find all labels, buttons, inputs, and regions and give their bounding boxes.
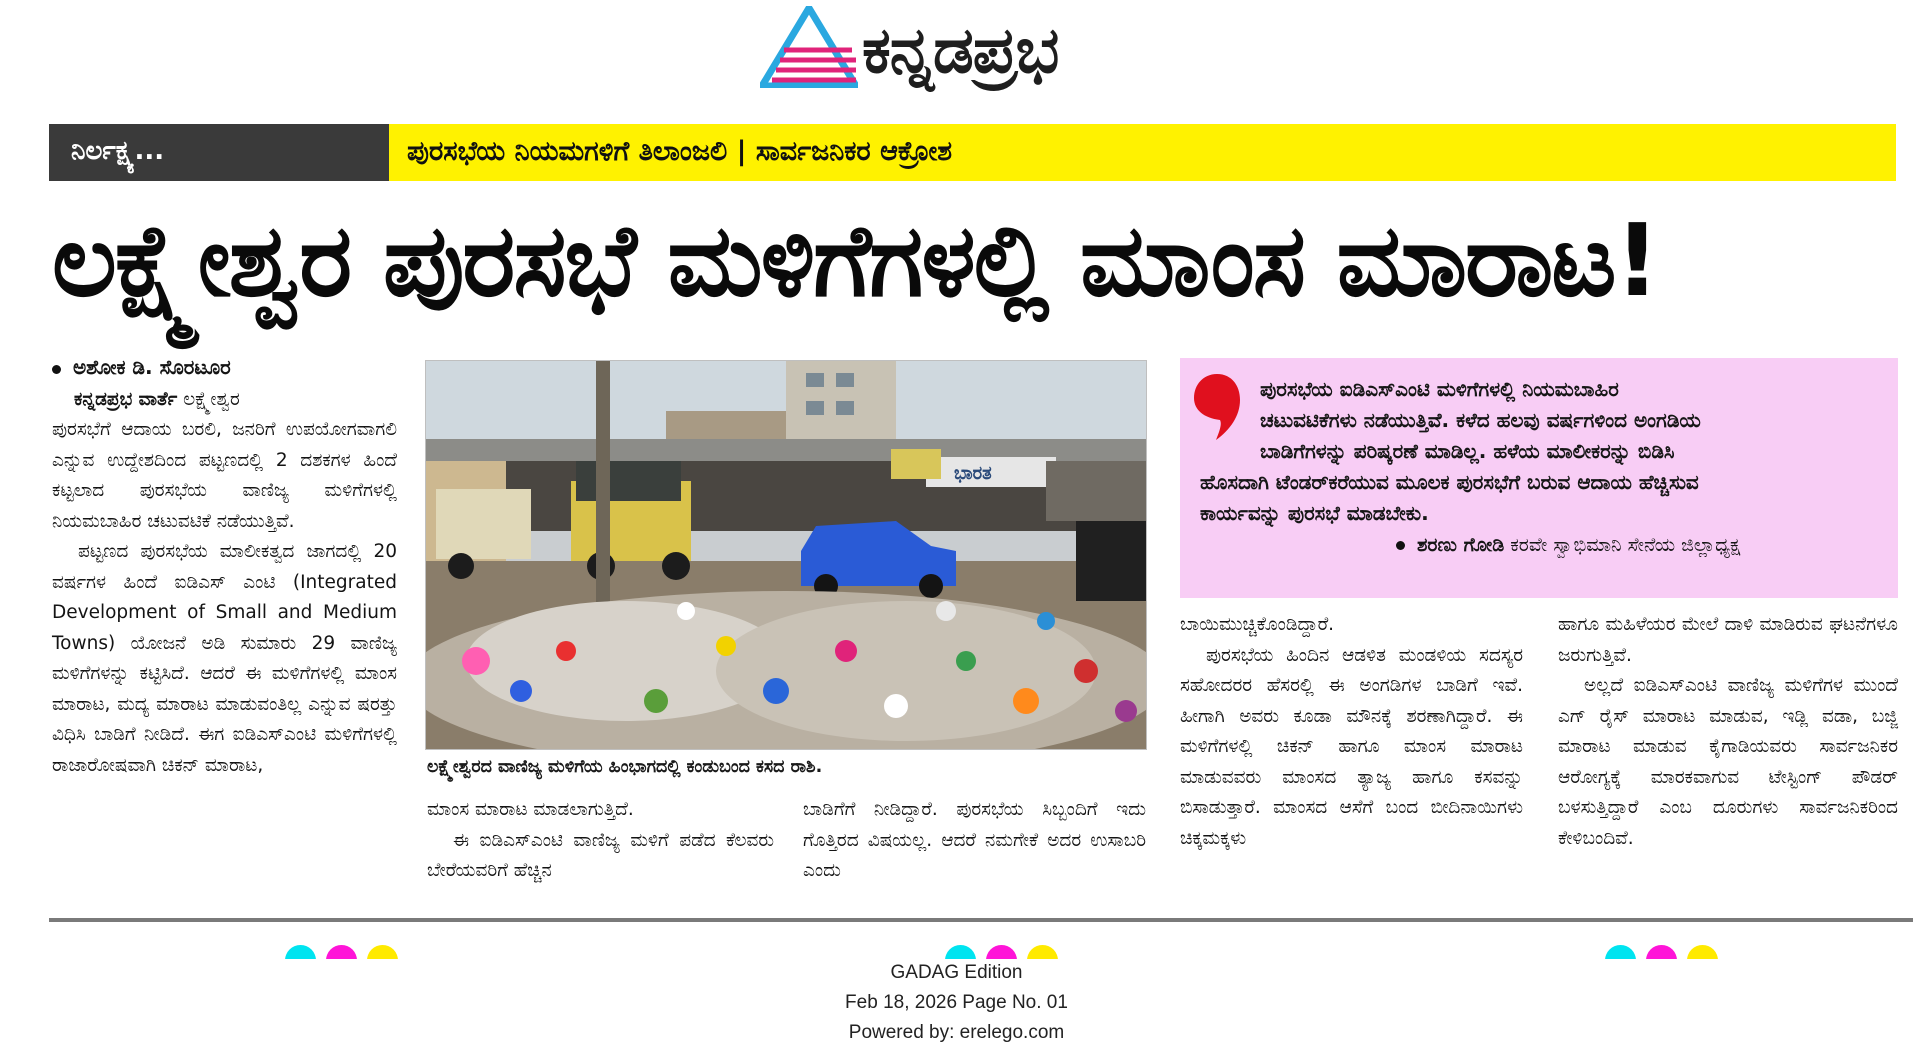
photo-caption: ಲಕ್ಷ್ಮೇಶ್ವರದ ವಾಣಿಜ್ಯ ಮಳಿಗೆಯ ಹಿಂಭಾಗದಲ್ಲಿ ಕಂಡುಬಂದ ಕಸದ ರಾಶಿ. bbox=[427, 757, 823, 777]
kicker-label-box bbox=[49, 124, 389, 181]
article-column-4 bbox=[1180, 610, 1523, 854]
masthead-title: ಕನ್ನಡಪ್ರಭ bbox=[862, 14, 1059, 88]
yellow-dot-icon bbox=[1687, 945, 1718, 959]
date-page-label: Feb 18, 2026 Page No. 01 bbox=[845, 992, 1068, 1013]
masthead bbox=[0, 0, 1913, 105]
article-column-1 bbox=[52, 352, 397, 781]
print-registration-marks bbox=[945, 945, 1105, 959]
print-registration-marks bbox=[285, 945, 445, 959]
article-paragraph: ಪುರಸಭೆಗೆ ಆದಾಯ ಬರಲಿ, ಜನರಿಗೆ ಉಪಯೋಗವಾಗಲಿ ಎನ್ನುವ ಉದ್ದೇಶದಿಂದ ಪಟ್ಟಣದಲ್ಲಿ 2 ದಶಕಗಳ ಹಿಂದೆ ಕಟ್ಟಲಾದ ಪುರಸಭೆಯ ವಾಣಿಜ್ಯ ಮಳಿಗೆಗಳಲ್ಲಿ ನಿಯಮಬಾಹಿರ ಚಟುವಟಿಕೆ ನಡೆಯುತ್ತಿವೆ. bbox=[52, 419, 397, 532]
cyan-dot-icon bbox=[945, 945, 976, 959]
article-column-2 bbox=[427, 795, 774, 887]
pull-quote-box bbox=[1180, 358, 1898, 598]
byline-agency-line bbox=[52, 385, 397, 416]
kannadaprabha-logo-icon bbox=[760, 6, 858, 88]
article-column-5 bbox=[1558, 610, 1898, 854]
article-paragraph: ಬಾಯಿಮುಚ್ಚಿಕೊಂಡಿದ್ದಾರೆ. bbox=[1180, 614, 1335, 635]
article-photo bbox=[425, 360, 1147, 750]
magenta-dot-icon bbox=[986, 945, 1017, 959]
quote-line: ಬಾಡಿಗೆಗಳನ್ನು ಪರಿಷ್ಕರಣೆ ಮಾಡಿಲ್ಲ. ಹಳೆಯ ಮಾಲೀಕರನ್ನು ಬಿಡಿಸಿ bbox=[1260, 439, 1675, 463]
page-bottom-rule bbox=[49, 918, 1913, 922]
magenta-dot-icon bbox=[326, 945, 357, 959]
shop-sign-text: ಭಾರತ bbox=[954, 463, 992, 484]
byline-agency: ಕನ್ನಡಪ್ರಭ ವಾರ್ತೆ bbox=[74, 388, 178, 410]
kicker-subhead-box bbox=[389, 124, 1896, 181]
article-paragraph: ಪಟ್ಟಣದ ಪುರಸಭೆಯ ಮಾಲೀಕತ್ವದ ಜಾಗದಲ್ಲಿ 20 ವರ್ಷಗಳ ಹಿಂದೆ ಐಡಿಎಸ್ ಎಂಟಿ (Integrated Development of Small and Medium Towns) ಯೋಜನೆ ಅಡಿ ಸುಮಾರು 29 ವಾಣಿಜ್ಯ ಮಳಿಗೆಗಳನ್ನು ಕಟ್ಟಿಸಿದೆ. ಆದರೆ ಈ ಮಳಿಗೆಗಳಲ್ಲಿ ಮಾಂಸ ಮಾರಾಟ, ಮದ್ಯ ಮಾರಾಟ ಮಾಡುವಂತಿಲ್ಲ ಎನ್ನುವ ಷರತ್ತು ವಿಧಿಸಿ ಬಾಡಿಗೆ ನೀಡಿದೆ. ಈಗ ಐಡಿಎಸ್‌ಎಂಟಿ ಮಳಿಗೆಗಳಲ್ಲಿ ರಾಜಾರೋಷವಾಗಿ ಚಿಕನ್ ಮಾರಾಟ, bbox=[52, 541, 397, 776]
pull-quote-credit bbox=[1396, 534, 1740, 556]
print-registration-marks bbox=[1605, 945, 1765, 959]
byline bbox=[52, 352, 397, 385]
headline: ಲಕ್ಷ್ಮೇಶ್ವರ ಪುರಸಭೆ ಮಳಿಗೆಗಳಲ್ಲಿ ಮಾಂಸ ಮಾರಾಟ! bbox=[52, 202, 1659, 319]
quote-line: ಪುರಸಭೆಯ ಐಡಿಎಸ್‌ಎಂಟಿ ಮಳಿಗೆಗಳಲ್ಲಿ ನಿಯಮಬಾಹಿರ bbox=[1260, 377, 1619, 401]
kicker-label: ನಿರ್ಲಕ್ಷ್ಯ... bbox=[71, 136, 165, 166]
byline-author: ಅಶೋಕ ಡಿ. ಸೊರಟೂರ bbox=[73, 355, 231, 379]
quote-author-role: ಕರವೇ ಸ್ವಾಭಿಮಾನಿ ಸೇನೆಯ ಜಿಲ್ಲಾಧ್ಯಕ್ಷ bbox=[1510, 534, 1741, 556]
yellow-dot-icon bbox=[1027, 945, 1058, 959]
quote-author: ಶರಣು ಗೋಡಿ bbox=[1417, 534, 1505, 556]
garbage-pile-photo bbox=[426, 361, 1146, 749]
bullet-icon bbox=[1396, 541, 1405, 550]
article-paragraph: ಮಾಂಸ ಮಾರಾಟ ಮಾಡಲಾಗುತ್ತಿದೆ. bbox=[427, 799, 634, 820]
article-paragraph: ಈ ಐಡಿಎಸ್‌ಎಂಟಿ ವಾಣಿಜ್ಯ ಮಳಿಗೆ ಪಡೆದ ಕೆಲವರು ಬೇರೆಯವರಿಗೆ ಹೆಚ್ಚಿನ bbox=[427, 829, 774, 881]
article-column-3 bbox=[803, 795, 1146, 887]
cyan-dot-icon bbox=[285, 945, 316, 959]
edition-label: GADAG Edition bbox=[890, 962, 1023, 983]
kicker-subhead: ಪುರಸಭೆಯ ನಿಯಮಗಳಿಗೆ ತಿಲಾಂಜಲಿ | ಸಾರ್ವಜನಿಕರ ಆಕ್ರೋಶ bbox=[407, 136, 953, 167]
article-paragraph: ಅಲ್ಲದೆ ಐಡಿಎಸ್‌ಎಂಟಿ ವಾಣಿಜ್ಯ ಮಳಿಗೆಗಳ ಮುಂದೆ ಎಗ್ ರೈಸ್ ಮಾರಾಟ ಮಾಡುವ, ಇಡ್ಲಿ ವಡಾ, ಬಜ್ಜಿ ಮಾರಾಟ ಮಾಡುವ ಕೈಗಾಡಿಯವರು ಸಾರ್ವಜನಿಕರ ಆರೋಗ್ಯಕ್ಕೆ ಮಾರಕವಾಗುವ ಟೇಸ್ಟಿಂಗ್ ಪೌಡರ್ ಬಳಸುತ್ತಿದ್ದಾರೆ ಎಂಬ ದೂರುಗಳು ಸಾರ್ವಜನಿಕರಿಂದ ಕೇಳಿಬಂದಿವೆ. bbox=[1558, 675, 1898, 849]
article-paragraph: ಬಾಡಿಗೆಗೆ ನೀಡಿದ್ದಾರೆ. ಪುರಸಭೆಯ ಸಿಬ್ಬಂದಿಗೆ ಇದು ಗೊತ್ತಿರದ ವಿಷಯಲ್ಲ. ಆದರೆ ನಮಗೇಕೆ ಅದರ ಉಸಾಬರಿ ಎಂದು bbox=[803, 799, 1146, 881]
kicker-bar bbox=[49, 124, 1896, 181]
article-paragraph: ಹಾಗೂ ಮಹಿಳೆಯರ ಮೇಲೆ ದಾಳಿ ಮಾಡಿರುವ ಘಟನೆಗಳೂ ಜರುಗುತ್ತಿವೆ. bbox=[1558, 614, 1898, 666]
article-paragraph: ಪುರಸಭೆಯ ಹಿಂದಿನ ಆಡಳಿತ ಮಂಡಳಿಯ ಸದಸ್ಯರ ಸಹೋದರರ ಹೆಸರಲ್ಲಿ ಈ ಅಂಗಡಿಗಳ ಬಾಡಿಗೆ ಇವೆ. ಹೀಗಾಗಿ ಅವರು ಕೂಡಾ ಮೌನಕ್ಕೆ ಶರಣಾಗಿದ್ದಾರೆ. ಈ ಮಳಿಗೆಗಳಲ್ಲಿ ಚಿಕನ್ ಹಾಗೂ ಮಾಂಸ ಮಾರಾಟ ಮಾಡುವವರು ಮಾಂಸದ ತ್ಯಾಜ್ಯ ಹಾಗೂ ಕಸವನ್ನು ಬಿಸಾಡುತ್ತಾರೆ. ಮಾಂಸದ ಆಸೆಗೆ ಬಂದ ಬೀದಿನಾಯಿಗಳು ಚಿಕ್ಕಮಕ್ಕಳು bbox=[1180, 644, 1523, 849]
quote-line: ಕಾರ್ಯವನ್ನು ಪುರಸಭೆ ಮಾಡಬೇಕು. bbox=[1200, 501, 1429, 525]
byline-place: ಲಕ್ಷ್ಮೇಶ್ವರ bbox=[183, 388, 240, 410]
pull-quote-text bbox=[1200, 374, 1890, 529]
quote-line: ಚಟುವಟಿಕೆಗಳು ನಡೆಯುತ್ತಿವೆ. ಕಳೆದ ಹಲವು ವರ್ಷಗಳಿಂದ ಅಂಗಡಿಯ bbox=[1260, 408, 1701, 432]
magenta-dot-icon bbox=[1646, 945, 1677, 959]
bullet-icon bbox=[52, 365, 61, 374]
powered-by-link[interactable]: Powered by: erelego.com bbox=[848, 1022, 1065, 1043]
yellow-dot-icon bbox=[367, 945, 398, 959]
quote-line: ಹೊಸದಾಗಿ ಟೆಂಡರ್‌ಕರೆಯುವ ಮೂಲಕ ಪುರಸಭೆಗೆ ಬರುವ ಆದಾಯ ಹೆಚ್ಚಿಸುವ bbox=[1200, 470, 1699, 494]
cyan-dot-icon bbox=[1605, 945, 1636, 959]
